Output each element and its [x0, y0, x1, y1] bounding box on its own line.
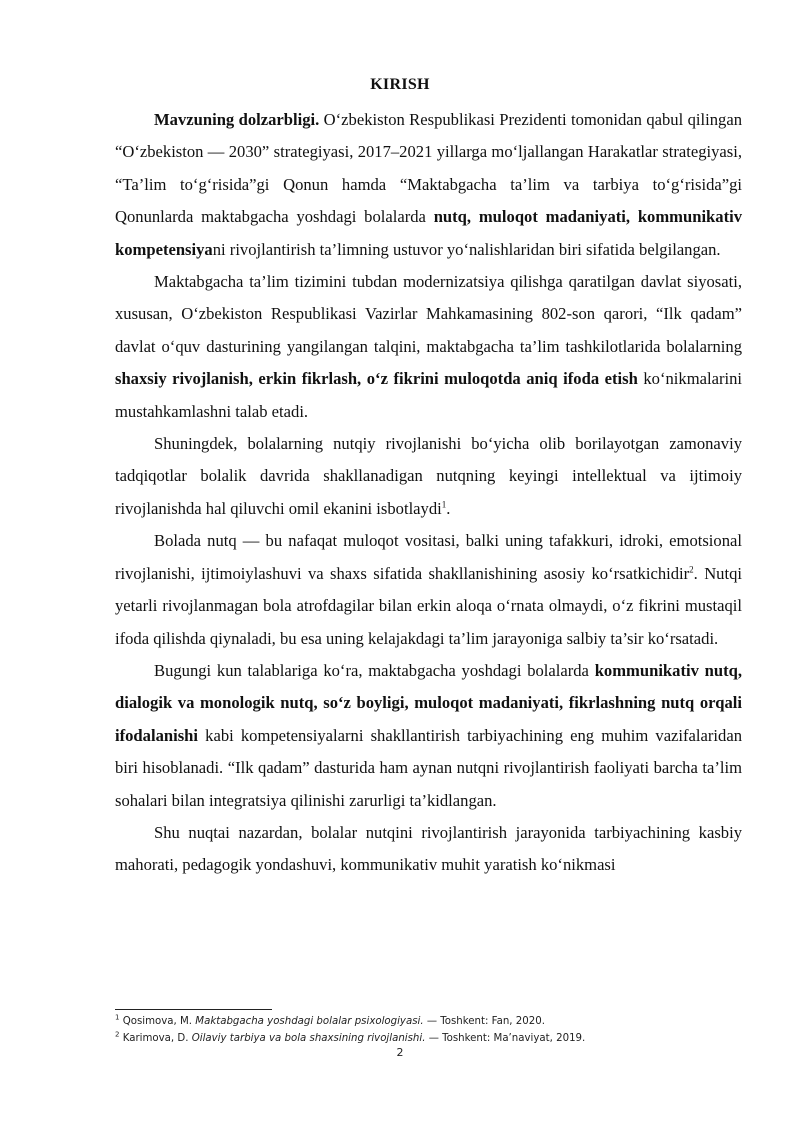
footnote-ref[interactable]: 1	[441, 499, 447, 510]
paragraph-text: Maktabgacha ta’lim tizimini tubdan modernizatsiya qilishga qaratilgan davlat siyosati, xususan, O‘zbekiston Respublikasi Vazirlar Mahkamasining 802-son qarori, “Ilk qadam” davlat o‘quv dasturining yangilangan talqini, maktabgacha ta’lim tashkilotlarida bolalarning	[115, 272, 742, 356]
bold-phrase: nutq, muloqot madaniyati, kommunikativ kompetensiya	[115, 207, 743, 259]
paragraph-text: . Nutqi yetarli rivojlanmagan bola atrofdagilar bilan erkin aloqa o‘rnata olmaydi, o‘z fikrini mustaqil ifoda qilishda qiynaladi, bu esa uning kelajakdagi ta’lim jarayoniga salbiy ta’sir ko‘rsatadi.	[115, 563, 742, 648]
paragraph-text: ni rivojlantirish ta’limning ustuvor yo‘nalishlaridan biri sifatida belgilangan.	[212, 239, 721, 259]
footnote-publisher: — Toshkent: Fan, 2020.	[423, 1016, 545, 1027]
footnote-title: Maktabgacha yoshdagi bolalar psixologiyasi.	[195, 1016, 424, 1027]
paragraph-text: ko‘nikmalarini mustahkamlashni talab etadi.	[115, 369, 742, 421]
paragraph-text: Bolada nutq — bu nafaqat muloqot vositasi, balki uning tafakkuri, idroki, emotsional rivojlanishi, ijtimoiylashuvi va shaxs sifatida shakllanishining asosiy ko‘rsatkichidir	[115, 531, 742, 583]
paragraph-state-policy	[115, 266, 742, 428]
paragraph-text: Shu nuqtai nazardan, bolalar nutqini rivojlantirish jarayonida tarbiyachining kasbiy mahorati, pedagogik yondashuvi, kommunikativ muhit yaratish ko‘nikmasi	[115, 822, 742, 875]
footnote-item	[115, 1030, 742, 1047]
footnote-separator	[115, 1009, 272, 1010]
footnote-number: 2	[115, 1030, 120, 1039]
footnotes	[115, 1013, 742, 1047]
paragraph-text: O‘zbekiston Respublikasi Prezidenti tomonidan qabul qilingan “O‘zbekiston — 2030” strategiyasi, 2017–2021 yillarga mo‘ljallangan Harakatlar strategiyasi, “Ta’lim to‘g‘risida”gi Qonun hamda “Maktabgacha ta’lim va tarbiya to‘g‘risida”gi Qonunlarda maktabgacha yoshdagi bolalarda	[115, 110, 742, 227]
footnote-author: Karimova, D.	[122, 1033, 192, 1044]
bold-phrase: kommunikativ nutq, dialogik va monologik nutq, so‘z boyligi, muloqot madaniyati, fikrlashning nutq orqali ifodalanishi	[115, 660, 742, 745]
footnote-publisher: — Toshkent: Ma’naviyat, 2019.	[425, 1033, 586, 1044]
page-number: 2	[396, 1046, 404, 1059]
bold-phrase: shaxsiy rivojlanish, erkin fikrlash, o‘z fikrini muloqotda aniq ifoda etish	[115, 369, 638, 389]
footnote-author: Qosimova, M.	[122, 1016, 196, 1027]
footnote-number: 1	[115, 1013, 120, 1022]
paragraph-text: .	[446, 498, 451, 518]
footnote-item	[115, 1013, 742, 1030]
page-title: KIRISH	[370, 76, 430, 93]
footnote-ref[interactable]: 2	[689, 564, 694, 575]
paragraph-speech-role	[115, 525, 742, 655]
section-heading: Mavzuning dolzarbligi.	[154, 110, 320, 129]
paragraph-text: Bugungi kun talablariga ko‘ra, maktabgacha yoshdagi bolalarda	[154, 660, 595, 680]
footnote-title: Oilaviy tarbiya va bola shaxsining rivojlanishi.	[191, 1033, 426, 1044]
paragraph-competencies	[115, 655, 742, 817]
paragraph-research	[115, 428, 742, 525]
paragraph-text: kabi kompetensiyalarni shakllantirish tarbiyachining eng muhim vazifalaridan biri hisoblanadi. “Ilk qadam” dasturida ham aynan nutqni rivojlantirish faoliyati barcha ta’lim sohalari bilan integratsiya qilinishi zarurligi ta’kidlangan.	[115, 725, 742, 810]
paragraph-teacher-skill	[115, 817, 742, 882]
body-text	[115, 104, 742, 882]
paragraph-relevance	[115, 104, 742, 266]
paragraph-text: Shuningdek, bolalarning nutqiy rivojlanishi bo‘yicha olib borilayotgan zamonaviy tadqiqotlar bolalik davrida shakllanadigan nutqning keyingi intellektual va ijtimoiy rivojlanishda hal qiluvchi omil ekanini isbotlaydi	[115, 434, 742, 518]
